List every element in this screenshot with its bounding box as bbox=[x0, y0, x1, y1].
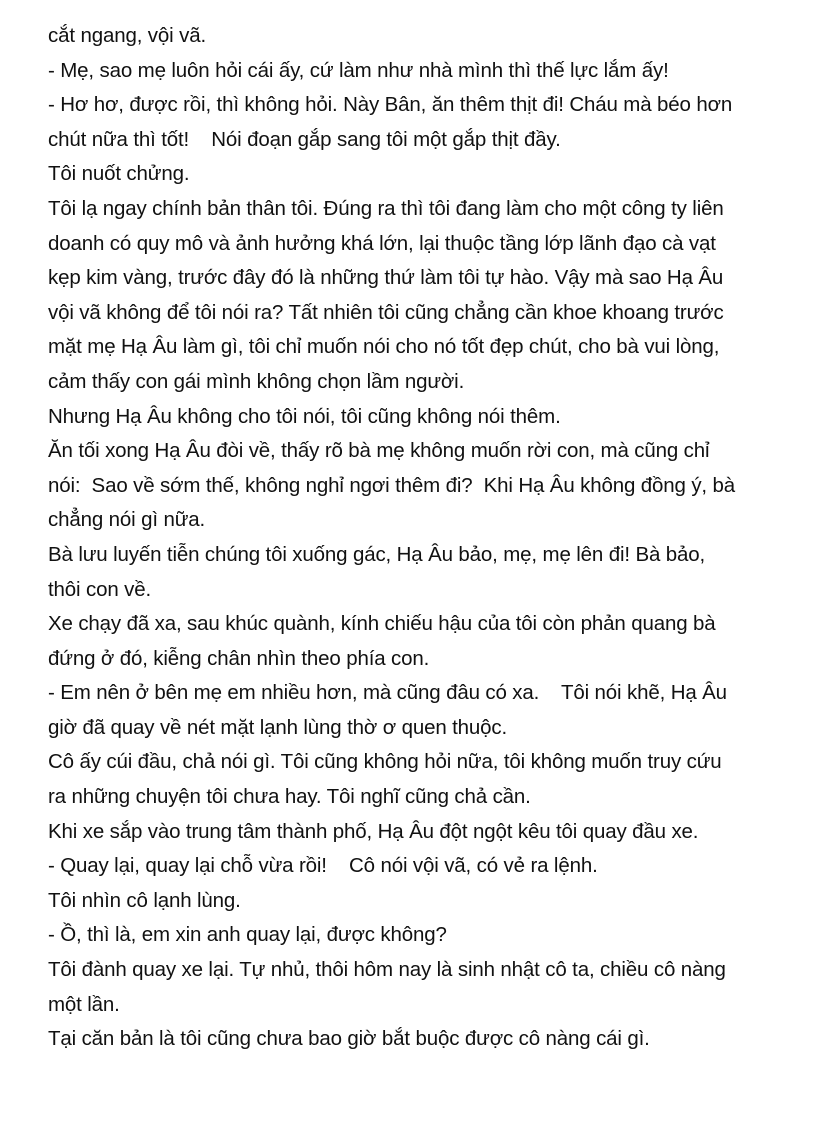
text-line: - Mẹ, sao mẹ luôn hỏi cái ấy, cứ làm như nhà mình thì thế lực lắm ấy! bbox=[48, 58, 669, 82]
text-line: mặt mẹ Hạ Âu làm gì, tôi chỉ muốn nói cho nó tốt đẹp chút, cho bà vui lòng, bbox=[48, 335, 720, 359]
text-line: Nhưng Hạ Âu không cho tôi nói, tôi cũng không nói thêm. bbox=[48, 404, 561, 428]
text-line: nói: Sao về sớm thế, không nghỉ ngơi thêm đi? Khi Hạ Âu không đồng ý, bà bbox=[48, 473, 736, 497]
text-line: đứng ở đó, kiễng chân nhìn theo phía con. bbox=[48, 646, 430, 670]
text-line: chẳng nói gì nữa. bbox=[48, 508, 206, 532]
text-line: Bà lưu luyến tiễn chúng tôi xuống gác, Hạ Âu bảo, mẹ, mẹ lên đi! Bà bảo, bbox=[48, 542, 706, 566]
text-line: Tôi lạ ngay chính bản thân tôi. Đúng ra thì tôi đang làm cho một công ty liên bbox=[48, 196, 724, 220]
text-line: vội vã không để tôi nói ra? Tất nhiên tôi cũng chẳng cần khoe khoang trước bbox=[48, 300, 724, 324]
text-line: ra những chuyện tôi chưa hay. Tôi nghĩ cũng chả cần. bbox=[48, 785, 531, 809]
text-line: Cô ấy cúi đầu, chả nói gì. Tôi cũng không hỏi nữa, tôi không muốn truy cứu bbox=[48, 750, 722, 774]
text-line: cảm thấy con gái mình không chọn lầm người. bbox=[48, 369, 465, 393]
text-line: Xe chạy đã xa, sau khúc quành, kính chiếu hậu của tôi còn phản quang bà bbox=[48, 612, 716, 636]
text-line: Tại căn bản là tôi cũng chưa bao giờ bắt buộc được cô nàng cái gì. bbox=[48, 1027, 650, 1051]
text-line: - Ồ, thì là, em xin anh quay lại, được không? bbox=[48, 923, 447, 947]
text-line: - Em nên ở bên mẹ em nhiều hơn, mà cũng đâu có xa. Tôi nói khẽ, Hạ Âu bbox=[48, 681, 727, 705]
text-line: Ăn tối xong Hạ Âu đòi về, thấy rõ bà mẹ không muốn rời con, mà cũng chỉ bbox=[48, 439, 710, 463]
document-body bbox=[48, 19, 780, 1057]
text-line: doanh có quy mô và ảnh hưởng khá lớn, lại thuộc tầng lớp lãnh đạo cà vạt bbox=[48, 231, 716, 255]
text-line: Tôi nhìn cô lạnh lùng. bbox=[48, 888, 241, 912]
text-line: - Quay lại, quay lại chỗ vừa rồi! Cô nói vội vã, có vẻ ra lệnh. bbox=[48, 854, 598, 878]
text-line: kẹp kim vàng, trước đây đó là những thứ làm tôi tự hào. Vậy mà sao Hạ Âu bbox=[48, 266, 724, 290]
text-line: - Hơ hơ, được rồi, thì không hỏi. Này Bân, ăn thêm thịt đi! Cháu mà béo hơn bbox=[48, 93, 733, 117]
text-line: Khi xe sắp vào trung tâm thành phố, Hạ Âu đột ngột kêu tôi quay đầu xe. bbox=[48, 819, 699, 843]
text-line: cắt ngang, vội vã. bbox=[48, 24, 206, 47]
text-line: chút nữa thì tốt! Nói đoạn gắp sang tôi một gắp thịt đầy. bbox=[48, 127, 561, 151]
text-line: Tôi đành quay xe lại. Tự nhủ, thôi hôm nay là sinh nhật cô ta, chiều cô nàng bbox=[48, 958, 726, 982]
text-line: thôi con về. bbox=[48, 577, 152, 601]
text-line: một lần. bbox=[48, 992, 120, 1016]
text-line: giờ đã quay về nét mặt lạnh lùng thờ ơ quen thuộc. bbox=[48, 715, 508, 739]
text-line: Tôi nuốt chửng. bbox=[48, 162, 190, 186]
